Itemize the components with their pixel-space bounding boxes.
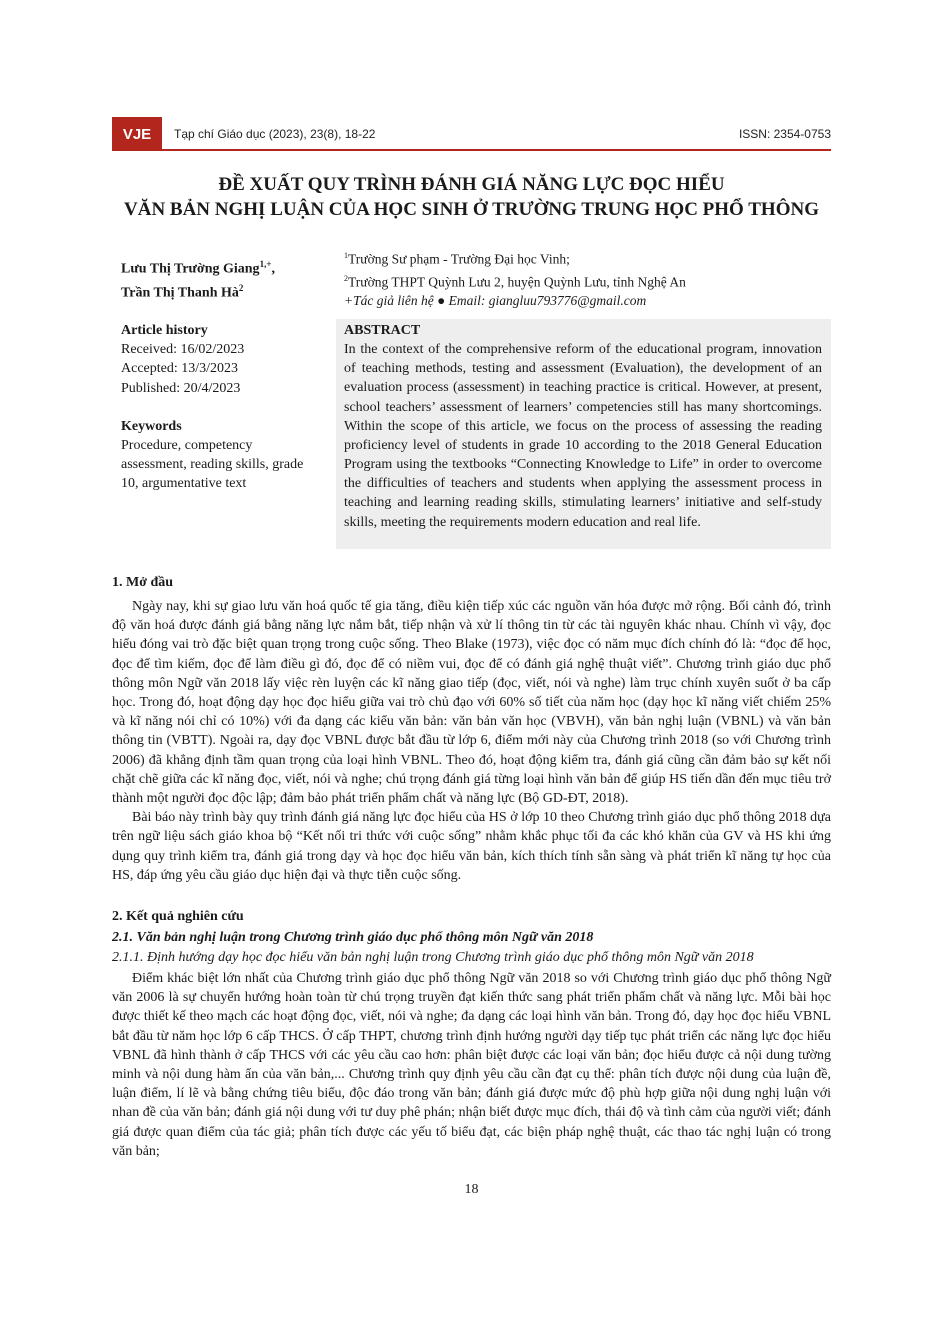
affiliation-1: $^1$Trường Sư phạm - Trường Đại học Vinh; — [344, 251, 570, 267]
paper-title-line-1: ĐỀ XUẤT QUY TRÌNH ĐÁNH GIÁ NĂNG LỰC ĐỌC HIỂU — [218, 174, 725, 195]
accepted-date: Accepted: 13/3/2023 — [121, 361, 239, 377]
section-1-body — [112, 597, 831, 885]
issn: ISSN: 2354-0753 — [738, 127, 831, 141]
journal-citation: Tạp chí Giáo dục (2023), 23(8), 18-22 — [174, 127, 376, 141]
article-history-heading: Article history — [121, 323, 208, 338]
journal-badge: VJE — [112, 117, 162, 151]
author-2-affiliation: 2 — [238, 282, 244, 293]
abstract-box — [336, 319, 831, 549]
section-1-heading: 1. Mở đầu — [112, 575, 174, 590]
abstract-heading: ABSTRACT — [344, 323, 421, 338]
section-2-body — [112, 969, 831, 1161]
abstract-text: In the context of the comprehensive reform of the educational program, innovation of teaching methods, testing and assessment (Evaluation), the development of an evaluation process (assessment) in teaching practice is critical. However, at present, school teachers’ assessment of learners’ competencies still has many shortcomings. Within the scope of this article, we focus on the process of assessing the reading proficiency level of students in grade 10 according to the 2018 General Education Program using the textbooks “Connecting Knowledge to Life” in order to overcome the difficulties of teachers and students when applying the assessment process in teaching and learning reading skills, stimulating learners’ initiative and self-study skills, meeting the requirements modern education and real life. — [344, 342, 822, 530]
paragraph: Điểm khác biệt lớn nhất của Chương trình giáo dục phổ thông Ngữ văn 2018 so với Chương trình giáo dục phổ thông Ngữ văn 2006 là sự chuyển hướng hoàn toàn từ chú trọng truyền đạt kiến thức sang phát triển phẩm chất và năng lực. Mỗi bài học được thiết kế theo mạch các hoạt động đọc, viết, nói và nghe; đa dạng các loại hình văn bản. Trong đó, dạy học đọc hiểu VBNL bắt đầu từ năm học lớp 6 cấp THCS. Ở cấp THPT, chương trình định hướng người dạy tiếp tục phát triển các năng lực đọc hiểu VBNL đã hình thành ở cấp THCS với các yêu cầu cao hơn: phân biệt được các loại văn bản; đọc hiểu được cả nội dung tường minh và nội dung hàm ẩn của văn bản,... Chương trình quy định yêu cầu cần đạt cụ thể: phân tích được nội dung của luận đề, luận điểm, lí lẽ và bằng chứng tiêu biểu, độc đáo trong văn bản; đánh giá được mức độ phù hợp giữa nội dung nghị luận với nhan đề của văn bản; đánh giá nội dung với tư duy phê phán; nhận biết được mục đích, thái độ và tình cảm của người viết; đánh giá được quan điểm của tác giả; phân tích được các yếu tố biểu đạt, các biện pháp nghệ thuật, các thao tác nghị luận có trong văn bản; — [112, 971, 831, 1159]
header-divider — [112, 149, 831, 151]
paragraph: Ngày nay, khi sự giao lưu văn hoá quốc tế gia tăng, điều kiện tiếp xúc các nguồn văn hóa được mở rộng. Bối cảnh đó, trình độ văn hoá được đánh giá bằng năng lực nắm bắt, tiếp nhận và xử lí thông tin từ các tài nguyên khác nhau. Chính vì vậy, đọc hiểu đóng vai trò đặc biệt quan trọng trong cuộc sống. Theo Blake (1973), việc đọc có năm mục đích chính đó là: “đọc để học, đọc để tìm kiếm, đọc để làm điều gì đó, đọc để có niềm vui, đọc để có đánh giá nghệ thuật viết”. Chương trình giáo dục phổ thông môn Ngữ văn 2018 lấy việc rèn luyện các kĩ năng giao tiếp (đọc, viết, nói và nghe) làm trục chính xuyên suốt ở ba cấp học. Trong đó, hoạt động dạy học đọc hiểu giữa vai trò chủ đạo với 60% số tiết của năm học (dạy học kĩ năng viết chiếm 25% và kĩ năng nói chỉ có 10%) với đa dạng các kiểu văn bản: văn bản văn học (VBVH), văn bản nghị luận (VBNL) và văn bản thông tin (VBTT). Ngoài ra, dạy đọc VBNL được bắt đầu từ lớp 6, điểm mới này của Chương trình 2018 (so với Chương trình 2006) đã khẳng định tầm quan trọng của loại hình VBNL. Theo đó, hoạt động kiểm tra, đánh giá cũng cần đảm bảo sự kết nối chặt chẽ giữa các kĩ năng đọc, viết, nói và nghe; chú trọng đánh giá từng loại hình văn bản để giúp HS tiến dần đến mục tiêu trở thành một người đọc độc lập; đảm bảo phát triển phẩm chất và năng lực (Bộ GD-ĐT, 2018). — [112, 599, 831, 807]
subsection-2-1-heading: 2.1. Văn bản nghị luận trong Chương trình giáo dục phổ thông môn Ngữ văn 2018 — [112, 930, 594, 945]
page-number: 18 — [464, 1182, 479, 1197]
author-list — [121, 255, 275, 302]
keywords-text: Procedure, competency assessment, reading skills, grade 10, argumentative text — [121, 438, 304, 492]
author-2: Trần Thị Thanh $Hà^2$ — [121, 282, 244, 301]
contact-email[interactable]: +Tác giả liên hệ ● Email: giangluu793776@gmail.com — [344, 293, 647, 308]
paragraph: Bài báo này trình bày quy trình đánh giá năng lực đọc hiểu của HS ở lớp 10 theo Chương trình giáo dục phổ thông 2018 dựa trên ngữ liệu sách giáo khoa bộ “Kết nối tri thức với cuộc sống” nhằm khắc phục tối đa các khó khăn của GV và HS khi ứng dụng quy trình kiểm tra, đánh giá trong dạy và học đọc hiểu văn bản, kích thích tính sẵn sàng và phát triển kĩ năng tự học của HS, đáp ứng yêu cầu giáo dục hiện đại và thực tiễn cuộc sống. — [112, 810, 831, 883]
subsection-2-1-1-heading: 2.1.1. Định hướng dạy học đọc hiểu văn bản nghị luận trong Chương trình giáo dục phổ thông môn Ngữ văn 2018 — [112, 950, 754, 965]
author-1-affiliation: 1,+ — [259, 259, 272, 269]
paper-title-line-2: VĂN BẢN NGHỊ LUẬN CỦA HỌC SINH Ở TRƯỜNG TRUNG HỌC PHỔ THÔNG — [124, 199, 819, 220]
keywords-heading: Keywords — [121, 418, 182, 434]
affiliations — [344, 246, 686, 310]
section-2-heading: 2. Kết quả nghiên cứu — [112, 909, 244, 924]
received-date: Received: 16/02/2023 — [121, 342, 245, 358]
article-meta — [121, 321, 321, 494]
affiliation-2: $^2$Trường THPT Quỳnh Lưu 2, huyện Quỳnh Lưu, tỉnh Nghệ An — [344, 273, 686, 289]
published-date: Published: 20/4/2023 — [121, 380, 241, 396]
author-1: Lưu Thị Trường Giang$^{1,+}$, — [121, 259, 275, 277]
